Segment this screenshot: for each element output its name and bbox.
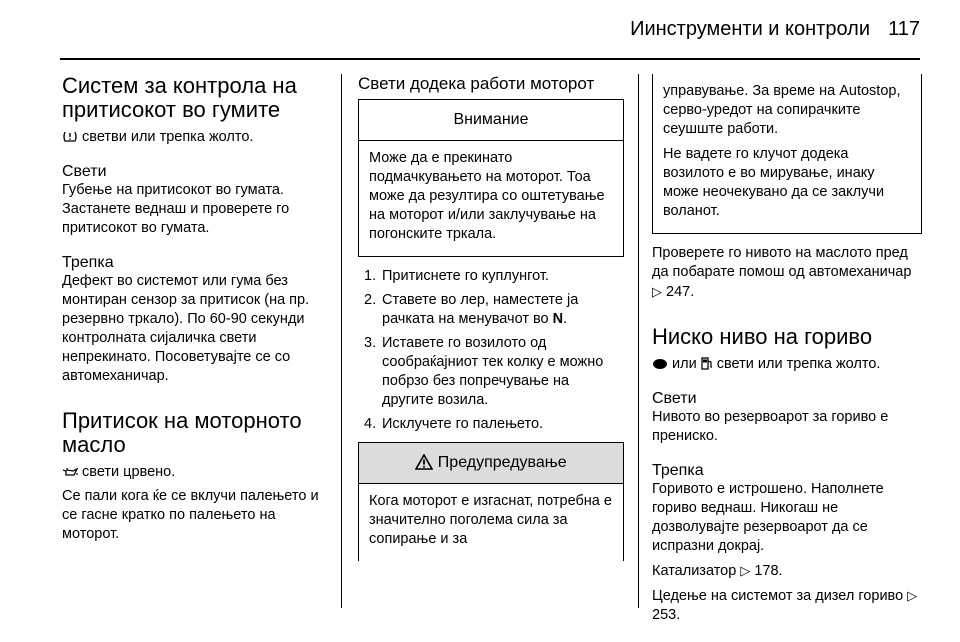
tire-on-heading: Свети — [62, 163, 107, 180]
fuel-on-text: Нивото во резервоарот за гориво е прениско. — [652, 409, 889, 444]
warning-continued-2: Не вадете го клучот додека возилото е во мирување, инаку може неочекувано да се заклучи воланот. — [663, 146, 885, 219]
oil-can-icon — [62, 465, 78, 478]
warning-title: Предупредување — [437, 454, 567, 471]
chapter-title: Иинструменти и контроли — [630, 18, 870, 40]
header-divider — [60, 58, 920, 60]
column-2 — [358, 74, 624, 571]
oil-pressure-heading: Притисок на моторното масло — [62, 408, 302, 457]
notice-title: Внимание — [359, 100, 623, 141]
list-item: 2. Ставете во лер, наместете ја рачката на менувачот во N. — [364, 292, 579, 327]
page-number: 117 — [888, 18, 920, 40]
tire-on-text: Губење на притисокот во гумата. Застанете веднаш и проверете го притисокот во гумата. — [62, 182, 290, 236]
warning-box-continued — [652, 74, 922, 234]
triangle-reference-icon: ▷ — [740, 563, 751, 578]
list-item: 3. Иставете го возилото од сообраќајниот тек колку е можно побрзо без попречување на другите возила. — [364, 335, 604, 408]
notice-box — [358, 99, 624, 257]
column-3 — [652, 74, 922, 630]
page-header — [0, 0, 960, 62]
column-divider-1 — [341, 74, 342, 608]
fuel-pump-icon — [701, 357, 713, 370]
notice-text: Може да е прекинато подмачкувањето на моторот. Тоа може да резултира со оштетување на моторот и/или заклучување на погонските тркала. — [369, 150, 605, 242]
column-1 — [62, 74, 330, 549]
diesel-reference: Цедење на системот за дизел гориво ▷ 253. — [652, 588, 918, 623]
low-fuel-heading: Ниско ниво на гориво — [652, 324, 873, 349]
fuel-flash-heading: Трепка — [652, 462, 704, 479]
steps-list — [358, 267, 624, 434]
tire-pressure-icon — [62, 130, 78, 143]
tire-pressure-heading: Систем за контрола на притисокот во гумите — [62, 73, 297, 122]
triangle-reference-icon: ▷ — [652, 284, 662, 299]
tire-intro: светви или трепка жолто. — [62, 128, 330, 147]
fuel-drop-icon — [652, 357, 668, 370]
fuel-flash-text: Горивото е истрошено. Наполнете гориво веднаш. Никогаш не дозволувајте резервоарот да се испразни докрај. — [652, 481, 884, 554]
oil-text: Се пали кога ќе се вклучи палењето и се гасне кратко по палењето на моторот. — [62, 488, 319, 542]
fuel-intro: или свети или трепка жолто. — [652, 355, 922, 374]
warning-header — [359, 443, 623, 484]
column-divider-2 — [638, 74, 639, 608]
warning-continued-1: управување. За време на Autostop, серво-уредот на сопирачките сеушште работи. — [663, 83, 901, 137]
warning-box — [358, 442, 624, 561]
warning-triangle-icon — [415, 454, 433, 470]
triangle-reference-icon: ▷ — [907, 588, 918, 603]
oil-check-text: Проверете го нивото на маслото пред да побарате помош од автомеханичар ▷ 247. — [652, 245, 912, 300]
warning-text: Кога моторот е изгаснат, потребна е значително поголема сила за сопирање и за — [369, 493, 612, 547]
tire-flash-heading: Трепка — [62, 254, 114, 271]
fuel-on-heading: Свети — [652, 390, 697, 407]
oil-intro: свети црвено. — [62, 463, 330, 482]
list-item: 1. Притиснете го куплунгот. — [364, 268, 549, 284]
catalyst-reference: Катализатор ▷ 178. — [652, 563, 783, 579]
engine-running-heading: Свети додека работи моторот — [358, 74, 595, 93]
list-item: 4. Исклучете го палењето. — [364, 416, 544, 432]
tire-flash-text: Дефект во системот или гума без монтиран сензор за притисок (на пр. резервно тркало). По 60-90 секунди контролната сијаличка свети непрекинато. Посоветувајте се со автомеханичар. — [62, 273, 310, 384]
